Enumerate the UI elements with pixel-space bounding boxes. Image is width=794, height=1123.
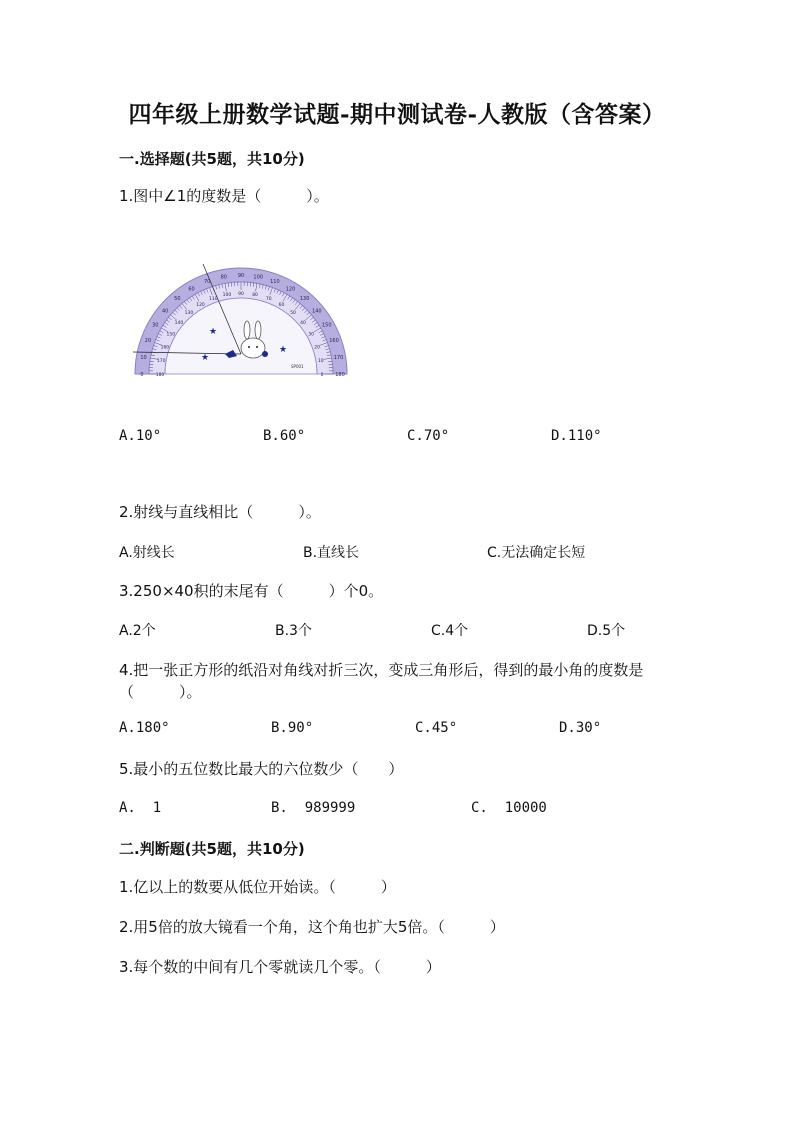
q1-option-a: A.10°: [119, 428, 162, 444]
judgement-3: 3.每个数的中间有几个零就读几个零。（ ）: [119, 958, 441, 976]
question-1: 1.图中∠1的度数是（ ）。: [119, 187, 329, 205]
q5-option-c: C. 10000: [471, 800, 547, 816]
protractor-inner-label: 70: [265, 296, 272, 302]
protractor-inner-label: 20: [314, 345, 320, 351]
page-title: 四年级上册数学试题-期中测试卷-人教版（含答案）: [128, 101, 666, 128]
protractor-outer-label: 180: [335, 372, 345, 378]
protractor-outer-label: 10: [140, 354, 147, 361]
q3-option-a: A.2个: [119, 623, 156, 639]
protractor-model-label: SP001: [291, 364, 304, 369]
bunny-eye-icon: [256, 346, 258, 348]
protractor-outer-label: 50: [174, 296, 181, 303]
protractor-outer-label: 80: [220, 274, 227, 281]
protractor-outer-label: 0: [140, 372, 144, 378]
protractor-inner-label: 180: [155, 373, 165, 378]
protractor-inner-label: 80: [252, 293, 258, 299]
q4-option-c: C.45°: [415, 720, 458, 736]
bunny-face-icon: [241, 338, 265, 358]
q3-option-b: B.3个: [275, 623, 312, 639]
q2-option-c: C.无法确定长短: [487, 545, 586, 561]
protractor-outer-label: 30: [152, 322, 159, 329]
protractor-inner-label: 10: [317, 358, 324, 364]
section-heading-judgement: 二.判断题(共5题，共10分): [119, 840, 305, 858]
protractor-inner-label: 100: [222, 293, 232, 299]
protractor-inner-label: 150: [166, 332, 176, 338]
protractor-outer-label: 90: [237, 273, 245, 279]
q1-option-b: B.60°: [263, 428, 306, 444]
protractor-outer-label: 60: [188, 286, 195, 293]
q1-option-c: C.70°: [407, 428, 450, 444]
protractor-outer-label: 40: [161, 308, 169, 315]
section-heading-choice: 一.选择题(共5题，共10分): [119, 150, 305, 168]
protractor-outer-label: 170: [333, 354, 344, 361]
protractor-outer-label: 160: [329, 338, 339, 345]
question-3: 3.250×40积的末尾有（ ）个0。: [119, 582, 384, 600]
q5-option-a: A. 1: [119, 800, 162, 816]
bunny-ear-icon: [255, 321, 261, 339]
bunny-bow-icon: [262, 351, 268, 357]
protractor-figure: [133, 262, 349, 382]
bunny-ear-icon: [244, 321, 250, 339]
bunny-eye-icon: [248, 346, 250, 348]
q5-option-b: B. 989999: [271, 800, 356, 816]
protractor-inner-label: 0: [320, 373, 324, 378]
protractor-inner-label: 110: [208, 296, 218, 302]
protractor-outer-label: 70: [203, 278, 211, 285]
protractor-inner-label: 160: [160, 345, 170, 351]
protractor-outer-label: 140: [312, 308, 322, 315]
question-2: 2.射线与直线相比（ ）。: [119, 503, 321, 521]
protractor-outer-label: 100: [253, 274, 263, 281]
protractor-inner-label: 130: [184, 310, 194, 316]
protractor-inner-label: 40: [300, 320, 306, 326]
q3-option-d: D.5个: [587, 623, 626, 639]
protractor-inner-label: 140: [174, 320, 184, 326]
star-icon: ★: [278, 345, 288, 355]
protractor-inner-label: 60: [278, 302, 285, 308]
q4-option-a: A.180°: [119, 720, 170, 736]
protractor-inner-label: 50: [290, 310, 296, 316]
q4-option-b: B.90°: [271, 720, 314, 736]
protractor-outer-label: 20: [144, 338, 152, 345]
protractor-outer-label: 150: [321, 322, 332, 329]
q4-option-d: D.30°: [559, 720, 602, 736]
judgement-2: 2.用5倍的放大镜看一个角，这个角也扩大5倍。（ ）: [119, 918, 505, 936]
protractor-inner-label: 120: [196, 302, 205, 308]
question-4: 4.把一张正方形的纸沿对角线对折三次，变成三角形后，得到的最小角的度数是（ ）。: [119, 661, 644, 701]
protractor-inner-label: 170: [156, 358, 166, 364]
star-icon: ★: [208, 327, 218, 337]
q3-option-c: C.4个: [431, 623, 469, 639]
q1-option-d: D.110°: [551, 428, 602, 444]
protractor-inner-label: 90: [238, 292, 244, 297]
protractor-outer-label: 120: [285, 286, 296, 293]
protractor-outer-label: 130: [299, 296, 310, 303]
protractor-inner-label: 30: [308, 332, 315, 338]
protractor-outer-label: 110: [270, 278, 280, 285]
question-5: 5.最小的五位数比最大的六位数少（ ）: [119, 760, 404, 778]
star-icon: ★: [200, 353, 210, 363]
q2-option-a: A.射线长: [119, 545, 175, 561]
judgement-1: 1.亿以上的数要从低位开始读。（ ）: [119, 878, 396, 896]
q2-option-b: B.直线长: [303, 545, 360, 561]
